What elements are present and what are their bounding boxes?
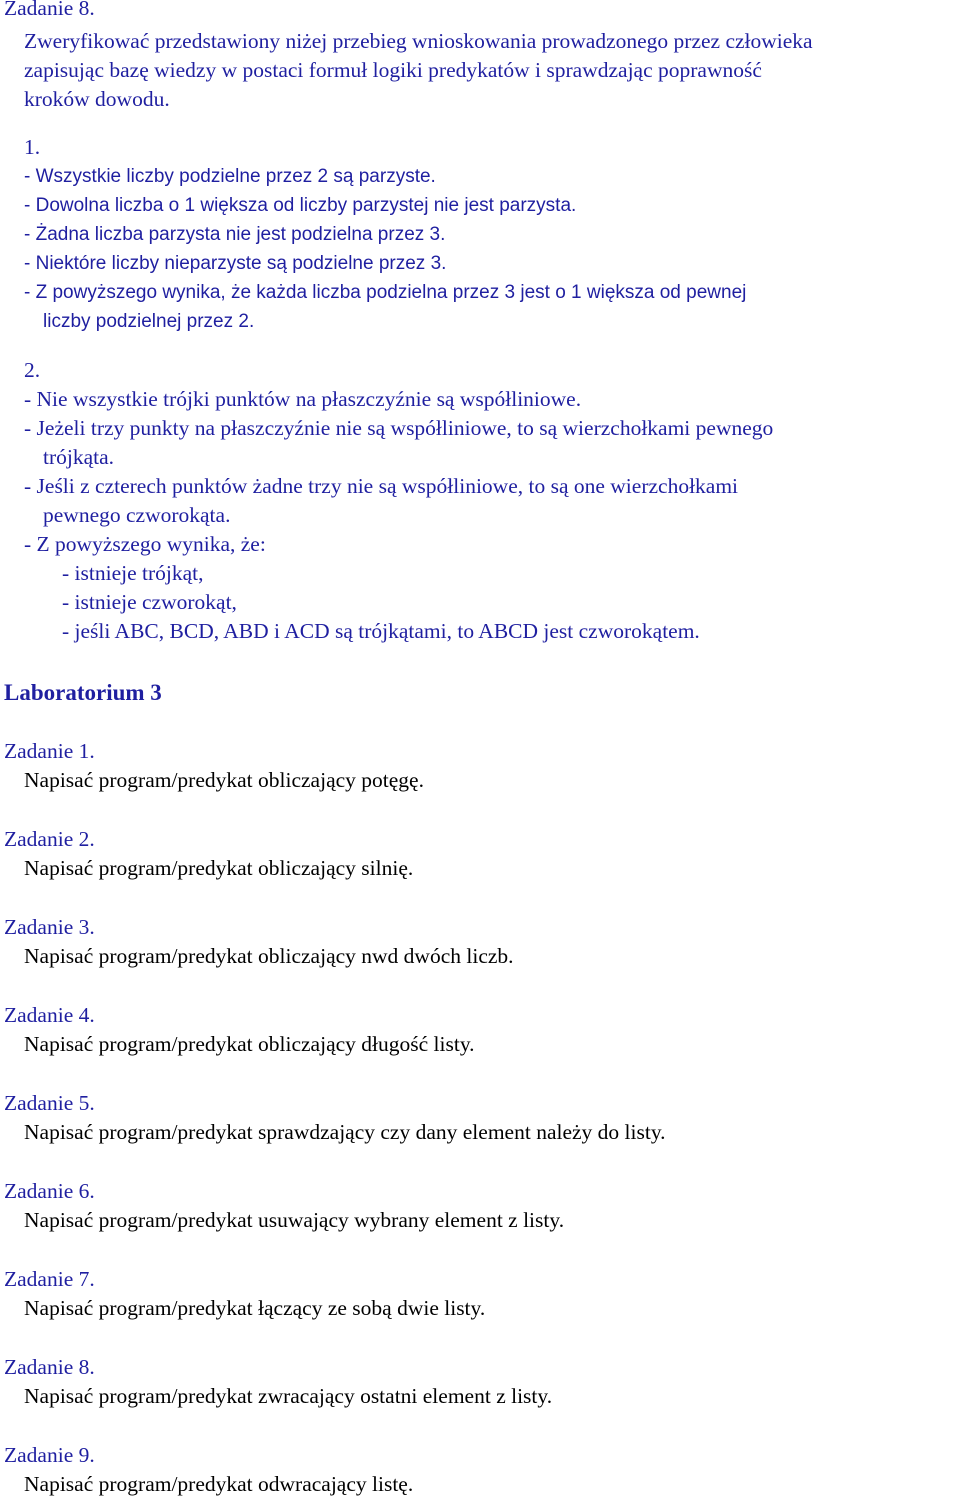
task-text: Napisać program/predykat odwracający listę. bbox=[24, 1472, 414, 1496]
task-heading: Zadanie 3. bbox=[4, 915, 95, 939]
example-2-subline: - istnieje czworokąt, bbox=[62, 590, 237, 614]
example-2-line: trójkąta. bbox=[43, 445, 115, 469]
example-1-line: - Wszystkie liczby podzielne przez 2 są parzyste. bbox=[24, 166, 436, 187]
task-heading: Zadanie 6. bbox=[4, 1179, 95, 1203]
example-1-number: 1. bbox=[24, 135, 41, 159]
example-2-line: - Jeśli z czterech punktów żadne trzy nie są współliniowe, to są one wierzchołkami bbox=[24, 474, 739, 498]
task-heading: Zadanie 1. bbox=[4, 739, 95, 763]
task-heading: Zadanie 2. bbox=[4, 827, 95, 851]
task-heading: Zadanie 5. bbox=[4, 1091, 95, 1115]
example-1-line: liczby podzielnej przez 2. bbox=[43, 311, 255, 332]
task-heading: Zadanie 8. bbox=[4, 1355, 95, 1379]
example-1-line: - Dowolna liczba o 1 większa od liczby parzystej nie jest parzysta. bbox=[24, 195, 577, 216]
example-2-line: pewnego czworokąta. bbox=[43, 503, 231, 527]
intro-line-1: Zweryfikować przedstawiony niżej przebieg wnioskowania prowadzonego przez człowieka bbox=[24, 29, 813, 53]
example-2-line: - Nie wszystkie trójki punktów na płaszczyźnie są współliniowe. bbox=[24, 387, 582, 411]
task-text: Napisać program/predykat obliczający potęgę. bbox=[24, 768, 424, 792]
example-2-subline: - jeśli ABC, BCD, ABD i ACD są trójkątami, to ABCD jest czworokątem. bbox=[62, 619, 700, 643]
task-heading: Zadanie 4. bbox=[4, 1003, 95, 1027]
zadanie-8-heading: Zadanie 8. bbox=[4, 0, 95, 20]
task-text: Napisać program/predykat obliczający długość listy. bbox=[24, 1032, 475, 1056]
example-2-subline: - istnieje trójkąt, bbox=[62, 561, 204, 585]
task-heading: Zadanie 9. bbox=[4, 1443, 95, 1467]
task-text: Napisać program/predykat obliczający nwd dwóch liczb. bbox=[24, 944, 514, 968]
task-heading: Zadanie 7. bbox=[4, 1267, 95, 1291]
task-text: Napisać program/predykat sprawdzający czy dany element należy do listy. bbox=[24, 1120, 666, 1144]
task-text: Napisać program/predykat łączący ze sobą dwie listy. bbox=[24, 1296, 486, 1320]
example-2-number: 2. bbox=[24, 358, 41, 382]
example-1-line: - Niektóre liczby nieparzyste są podzielne przez 3. bbox=[24, 253, 447, 274]
intro-line-3: kroków dowodu. bbox=[24, 87, 170, 111]
example-2-line: - Z powyższego wynika, że: bbox=[24, 532, 266, 556]
task-text: Napisać program/predykat zwracający ostatni element z listy. bbox=[24, 1384, 553, 1408]
example-1-line: - Z powyższego wynika, że każda liczba podzielna przez 3 jest o 1 większa od pewnej bbox=[24, 282, 747, 303]
intro-line-2: zapisując bazę wiedzy w postaci formuł logiki predykatów i sprawdzając poprawność bbox=[24, 58, 762, 82]
task-text: Napisać program/predykat usuwający wybrany element z listy. bbox=[24, 1208, 565, 1232]
laboratorium-title: Laboratorium 3 bbox=[4, 680, 162, 705]
task-text: Napisać program/predykat obliczający silnię. bbox=[24, 856, 414, 880]
example-2-line: - Jeżeli trzy punkty na płaszczyźnie nie są współliniowe, to są wierzchołkami pewnego bbox=[24, 416, 774, 440]
example-1-line: - Żadna liczba parzysta nie jest podzielna przez 3. bbox=[24, 224, 446, 245]
